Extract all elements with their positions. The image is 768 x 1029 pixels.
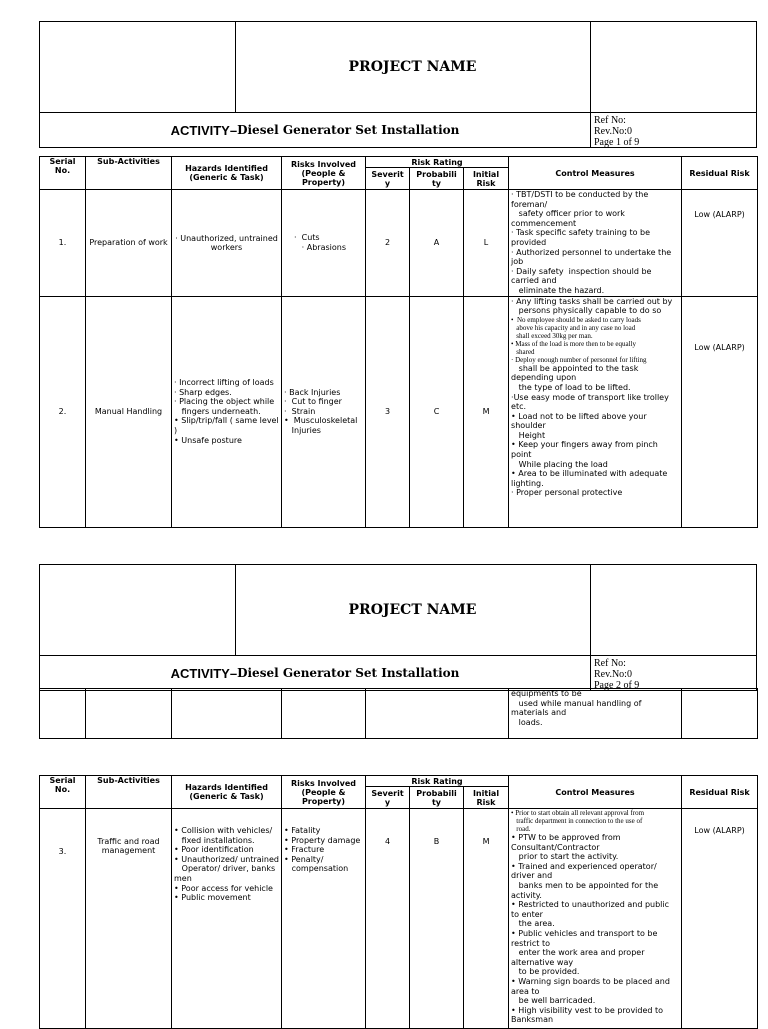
risk-table-continuation — [39, 688, 758, 739]
residual-cell: Low (ALARP) — [682, 809, 758, 1029]
col-risks: Risks Involved (People & Property) — [282, 776, 366, 809]
col-probability: Probabili ty — [410, 168, 464, 190]
hazard-cell: • Collision with vehicles/ fixed installations. • Poor identification • Unauthorized/ untrained Operator/ driver, banks men • Poor access for vehicle • Public movement — [172, 809, 282, 1029]
serial-cell: 2. — [40, 296, 86, 527]
ref-block — [590, 655, 756, 690]
rev-no: Rev.No:0 — [594, 669, 632, 680]
probability-cell: A — [410, 190, 464, 297]
header-blank-box — [590, 22, 756, 112]
initial-risk-cell: M — [464, 296, 509, 527]
hazard-cell — [172, 689, 282, 739]
control-cell — [509, 296, 682, 527]
initial-risk-cell: L — [464, 190, 509, 297]
col-severity: Severit y — [366, 787, 410, 809]
sub-activity-cell — [86, 689, 172, 739]
risk-cell: · Cuts · Abrasions — [282, 190, 366, 297]
initial-risk-cell: M — [464, 809, 509, 1029]
logo-box — [40, 565, 236, 655]
col-initial-risk: Initial Risk — [464, 787, 509, 809]
control-cell — [509, 809, 682, 1029]
col-hazards: Hazards Identified (Generic & Task) — [172, 157, 282, 190]
page1-header — [39, 21, 757, 148]
control-text-c: shall be appointed to the task depending upon the type of load to be lifted. ·Use easy mode of transport like trolley etc. • Load not to be lifted above your shoulder Height • Keep your fingers away from pinch point While placing the load • Area to be illuminated with adequate lighting. · Proper personal protective — [511, 363, 669, 498]
sub-activity-cell: Traffic and road management — [86, 809, 172, 1029]
serial-cell — [40, 689, 86, 739]
risk-table-page2 — [39, 775, 758, 1029]
col-initial-risk: Initial Risk — [464, 168, 509, 190]
ref-block — [590, 112, 756, 147]
probability-cell: B — [410, 809, 464, 1029]
col-risks: Risks Involved (People & Property) — [282, 157, 366, 190]
activity-title — [40, 112, 591, 147]
col-probability: Probabili ty — [410, 787, 464, 809]
control-text-b: • No employee should be asked to carry loads above his capacity and in any case no load shall exceed 30kg per man. • Mass of the load is more then to be equally shared · Deploy enough number of personnel for lifting — [511, 315, 647, 364]
header-blank-box — [590, 565, 756, 655]
page-number: Page 2 of 9 — [594, 680, 640, 691]
col-serial: Serial No. — [40, 776, 86, 809]
sub-activity-cell: Preparation of work — [86, 190, 172, 297]
risk-cell: • Fatality • Property damage • Fracture • Penalty/ compensation — [282, 809, 366, 1029]
serial-cell: 1. — [40, 190, 86, 297]
ref-no: Ref No: — [594, 115, 626, 126]
table-row — [40, 689, 758, 739]
severity-cell: 4 — [366, 809, 410, 1029]
control-cell: · TBT/DSTI to be conducted by the foreman/ safety officer prior to work commencement · Task specific safety training to be provided · Authorized personnel to undertake the job · Daily safety inspection should be carried and eliminate the hazard. — [509, 190, 682, 297]
residual-cell: Low (ALARP) — [682, 296, 758, 527]
hazard-cell: · Unauthorized, untrained workers — [172, 190, 282, 297]
severity-cell: 3 — [366, 296, 410, 527]
table-row — [40, 809, 758, 1029]
risk-table-page1 — [39, 156, 758, 528]
control-text-a: • Prior to start obtain all relevant approval from traffic department in connection to the use of road. — [511, 809, 645, 833]
col-risk-rating: Risk Rating — [366, 776, 509, 787]
page2-header — [39, 564, 757, 691]
risk-cell: · Back Injuries · Cut to finger · Strain • Musculoskeletal Injuries — [282, 296, 366, 527]
severity-cell: 2 — [366, 190, 410, 297]
col-residual: Residual Risk — [682, 776, 758, 809]
page-number: Page 1 of 9 — [594, 137, 640, 148]
col-severity: Severit y — [366, 168, 410, 190]
control-text-a: · Any lifting tasks shall be carried out by persons physically capable to do so — [511, 296, 673, 316]
risk-cell — [282, 689, 366, 739]
control-text-b: • PTW to be approved from Consultant/Contractor prior to start the activity. • Trained and experienced operator/ driver and banks men to be appointed for the activity. • Restricted to unauthorized and public to enter the area. • Public vehicles and transport to be restrict to enter the work area and proper alternative way to be provided. • Warning sign boards to be placed and area to be well barricaded. • High visibility vest to be provided to Banksman — [511, 833, 670, 1025]
residual-cell: Low (ALARP) — [682, 190, 758, 297]
col-residual: Residual Risk — [682, 157, 758, 190]
col-sub-activities: Sub-Activities — [86, 157, 172, 190]
table-row — [40, 190, 758, 297]
activity-value: Diesel Generator Set Installation — [237, 666, 460, 680]
project-name: PROJECT NAME — [235, 22, 591, 112]
col-risk-rating: Risk Rating — [366, 157, 509, 168]
activity-label: ACTIVITY– — [170, 665, 238, 681]
hazard-cell: · Incorrect lifting of loads · Sharp edges. · Placing the object while fingers underneath. • Slip/trip/fall ( same level ) • Unsafe posture — [172, 296, 282, 527]
sub-activity-cell: Manual Handling — [86, 296, 172, 527]
probability-cell: C — [410, 296, 464, 527]
logo-box — [40, 22, 236, 112]
col-control: Control Measures — [509, 776, 682, 809]
col-hazards: Hazards Identified (Generic & Task) — [172, 776, 282, 809]
project-name: PROJECT NAME — [235, 565, 591, 655]
activity-label: ACTIVITY– — [170, 122, 238, 138]
control-cell: equipments to be used while manual handling of materials and loads. — [509, 689, 682, 739]
residual-cell — [682, 689, 758, 739]
col-sub-activities: Sub-Activities — [86, 776, 172, 809]
risk-rating-cell — [366, 689, 509, 739]
ref-no: Ref No: — [594, 658, 626, 669]
activity-value: Diesel Generator Set Installation — [237, 123, 460, 137]
table-row — [40, 296, 758, 527]
activity-title — [40, 655, 591, 690]
col-serial: Serial No. — [40, 157, 86, 190]
rev-no: Rev.No:0 — [594, 126, 632, 137]
serial-cell: 3. — [40, 809, 86, 1029]
col-control: Control Measures — [509, 157, 682, 190]
